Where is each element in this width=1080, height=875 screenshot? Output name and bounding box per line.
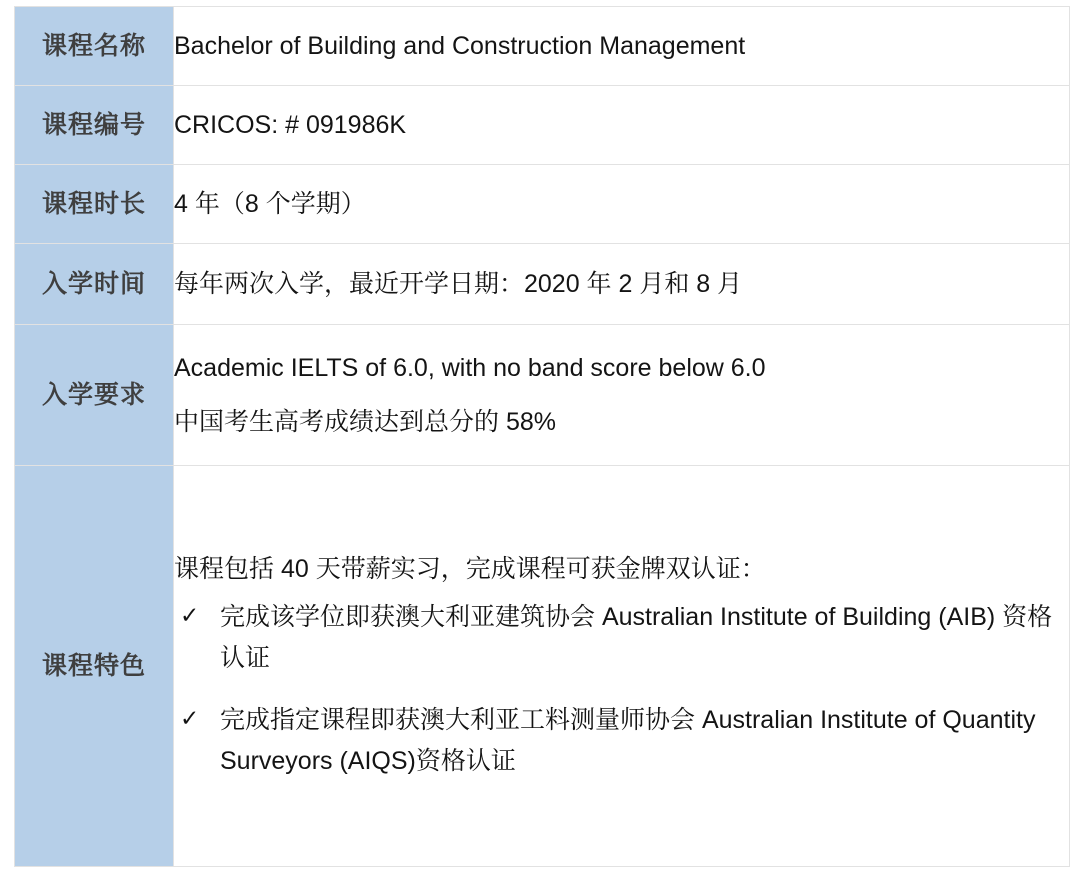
row-label-entry-requirements: 入学要求 — [15, 325, 174, 466]
course-length-text: 4 年（8 个学期） — [174, 189, 366, 218]
requirement-line-gaokao: 中国考生高考成绩达到总分的 58% — [174, 408, 556, 436]
row-label-course-name: 课程名称 — [15, 7, 174, 86]
feature-bullet-list — [174, 597, 1069, 781]
row-label-course-length: 课程时长 — [15, 165, 174, 244]
row-value-course-name — [174, 7, 1070, 86]
row-value-entry-requirements — [174, 325, 1070, 466]
feature-intro-text: 课程包括 40 天带薪实习，完成课程可获金牌双认证： — [174, 554, 766, 583]
table-row — [15, 466, 1070, 867]
feature-bullet-text: 完成该学位即获澳大利亚建筑协会 Australian Institute of Building (AIB) 资格认证 — [220, 603, 1053, 672]
list-item — [174, 597, 1069, 678]
check-icon: ✓ — [180, 602, 200, 629]
row-value-course-length — [174, 165, 1070, 244]
table-row — [15, 165, 1070, 244]
requirement-line-ielts: Academic IELTS of 6.0, with no band score below 6.0 — [174, 353, 766, 382]
check-icon: ✓ — [180, 705, 200, 732]
intake-text: 每年两次入学，最近开学日期：2020 年 2 月和 8 月 — [174, 269, 743, 298]
table-row — [15, 7, 1070, 86]
course-code-text: CRICOS: # 091986K — [174, 110, 407, 139]
table-row — [15, 244, 1070, 325]
table-row — [15, 325, 1070, 466]
row-label-course-code: 课程编号 — [15, 86, 174, 165]
row-value-course-code — [174, 86, 1070, 165]
row-value-intake — [174, 244, 1070, 325]
course-name-text: Bachelor of Building and Construction Management — [174, 31, 746, 60]
row-label-intake: 入学时间 — [15, 244, 174, 325]
table-row — [15, 86, 1070, 165]
row-value-course-features — [174, 466, 1070, 867]
list-item — [174, 700, 1069, 781]
row-label-course-features: 课程特色 — [15, 466, 174, 867]
course-info-table — [14, 6, 1070, 867]
feature-bullet-text: 完成指定课程即获澳大利亚工料测量师协会 Australian Institute of Quantity Surveyors (AIQS)资格认证 — [220, 706, 1036, 775]
